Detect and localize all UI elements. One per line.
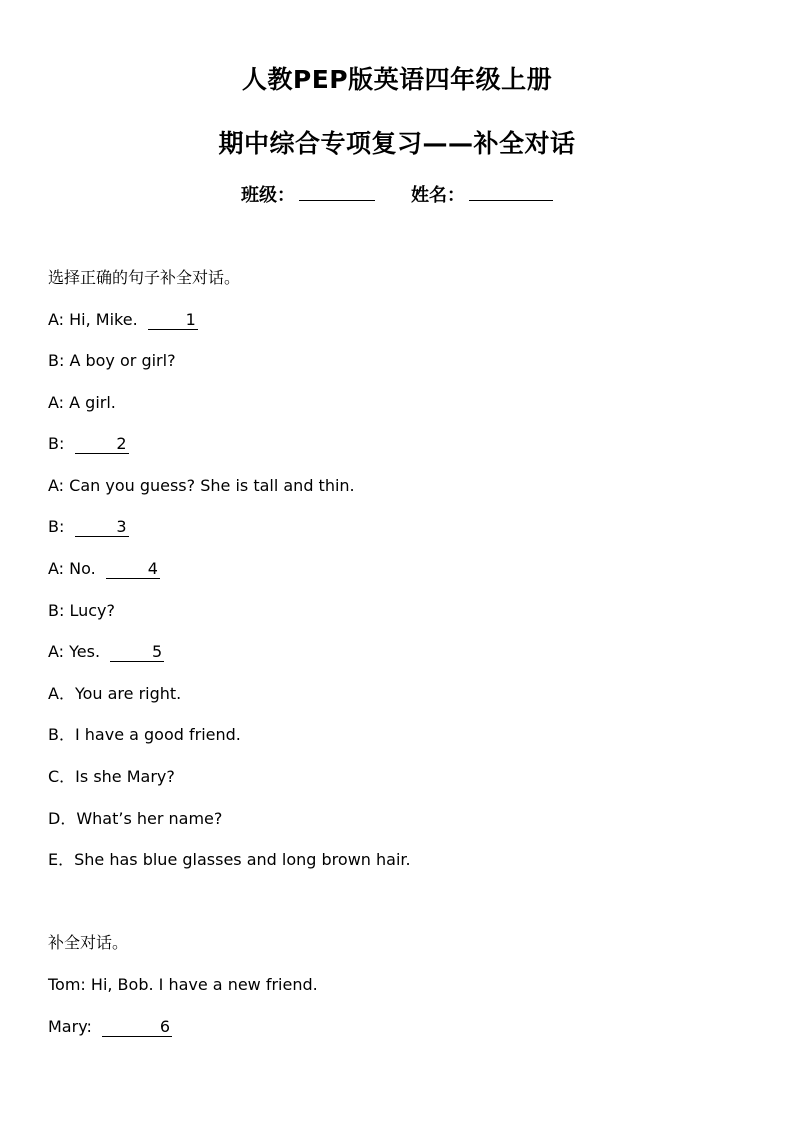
- dialogue-line: A: Can you guess? She is tall and thin.: [48, 476, 355, 495]
- worksheet-title: 人教PEP版英语四年级上册: [241, 65, 553, 94]
- section1-instruction: 选择正确的句子补全对话。: [48, 268, 241, 287]
- option-a: A．You are right.: [48, 684, 182, 703]
- dialogue-line: B: Lucy?: [48, 601, 115, 620]
- dialogue-line: [48, 1016, 172, 1038]
- option-c: C．Is she Mary?: [48, 767, 175, 786]
- option-e: E．She has blue glasses and long brown hair.: [48, 850, 411, 869]
- answer-blank: 5: [110, 643, 164, 662]
- dialogue-text: B:: [48, 434, 75, 453]
- dialogue-text: A: Yes.: [48, 642, 111, 661]
- student-info-line: [0, 182, 794, 209]
- section2-instruction: 补全对话。: [48, 933, 129, 952]
- dialogue-line: [48, 558, 160, 580]
- answer-blank: 4: [106, 560, 160, 579]
- dialogue-line: [48, 309, 198, 331]
- dialogue-line: B: A boy or girl?: [48, 351, 176, 370]
- worksheet-subtitle: 期中综合专项复习——补全对话: [218, 129, 576, 158]
- class-blank: [299, 182, 375, 201]
- dialogue-text: A: Hi, Mike.: [48, 310, 148, 329]
- answer-blank: 1: [148, 311, 198, 330]
- dialogue-line: Tom: Hi, Bob. I have a new friend.: [48, 975, 318, 994]
- name-blank: [469, 182, 553, 201]
- dialogue-text: A: No.: [48, 559, 106, 578]
- dialogue-line: [48, 516, 129, 538]
- answer-blank: 6: [102, 1018, 172, 1037]
- dialogue-line: [48, 641, 164, 663]
- class-label: 班级：: [241, 185, 295, 206]
- dialogue-text: Mary:: [48, 1017, 103, 1036]
- dialogue-text: B:: [48, 517, 75, 536]
- option-d: D．What’s her name?: [48, 809, 223, 828]
- dialogue-line: [48, 433, 129, 455]
- option-b: B．I have a good friend.: [48, 725, 241, 744]
- name-label: 姓名：: [411, 185, 465, 206]
- answer-blank: 3: [75, 518, 129, 537]
- dialogue-line: A: A girl.: [48, 393, 116, 412]
- answer-blank: 2: [75, 435, 129, 454]
